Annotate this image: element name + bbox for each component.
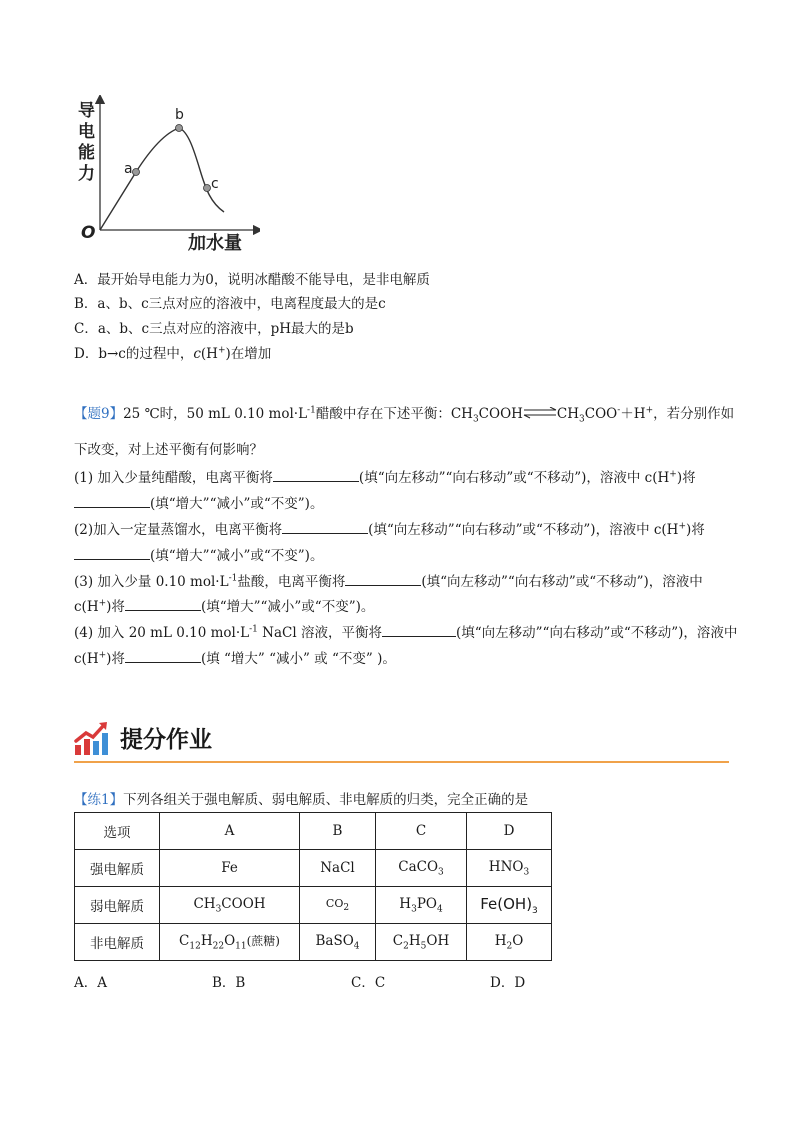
table-cell: NaCl — [300, 850, 376, 887]
table-row — [75, 924, 552, 961]
electrolyte-table — [74, 812, 552, 961]
row-label: 非电解质 — [75, 924, 160, 961]
q9-p1-blank-2[interactable] — [74, 495, 150, 508]
q9-part-4b: c(H+)将 (填 “增大” “减小” 或 “不变” )。 — [74, 650, 396, 667]
table-cell: Fe — [160, 850, 300, 887]
table-cell: $C_2H_5OH$ — [376, 924, 467, 961]
table-cell: $HNO_3$ — [467, 850, 552, 887]
q9-part-2b: (填“增大”“减小”或“不变”)。 — [74, 546, 323, 566]
ex1-option-d[interactable]: D．D — [490, 975, 526, 991]
ex1-tag: 【练1】 — [74, 792, 124, 808]
origin-label: O — [81, 223, 96, 243]
q8-option-a: A．最开始导电能力为0，说明冰醋酸不能导电，是非电解质 — [74, 272, 430, 288]
ex1-option-c[interactable]: C．C — [351, 975, 386, 991]
q9-p4-blank-1[interactable] — [382, 624, 456, 637]
x-axis-label: 加水量 — [188, 233, 242, 254]
table-cell: $CO_2$ — [300, 887, 376, 924]
point-a-marker — [133, 169, 140, 176]
growth-chart-icon — [74, 719, 110, 757]
q9-p3-blank-2[interactable] — [125, 598, 201, 611]
point-a-label: a — [124, 161, 133, 177]
q8-option-c: C．a、b、c三点对应的溶液中，pH最大的是b — [74, 321, 354, 337]
table-header-cell: A — [160, 813, 300, 850]
conductivity-curve — [100, 128, 224, 230]
table-cell: $CH_3COOH$ — [160, 887, 300, 924]
point-b-label: b — [175, 107, 184, 123]
ex1-stem: 【练1】下列各组关于强电解质、弱电解质、非电解质的归类，完全正确的是 — [74, 792, 529, 808]
section-rule — [74, 761, 729, 763]
table-cell: BaSO$_4$ — [300, 924, 376, 961]
y-axis-label: 导电能力 — [78, 101, 95, 184]
ex1-option-b[interactable]: B．B — [212, 975, 246, 991]
q9-p4-blank-2[interactable] — [125, 650, 201, 663]
table-row — [75, 887, 552, 924]
q9-p1-blank-1[interactable] — [273, 469, 359, 482]
point-b-marker — [176, 125, 183, 132]
table-cell: CaCO$_3$ — [376, 850, 467, 887]
q9-part-3b: c(H+)将 (填“增大”“减小”或“不变”)。 — [74, 598, 375, 615]
q9-p3-blank-1[interactable] — [345, 573, 421, 586]
q9-part-1: (1) 加入少量纯醋酸，电离平衡将 (填“向左移动”“向右移动”或“不移动”)，溶液中 c(H+)将 — [74, 469, 696, 486]
q9-part-3: (3) 加入少量 0.10 $mol\cdot L^{-1}$盐酸，电离平衡将 (填“向左移动”“向右移动”或“不移动”)，溶液中 — [74, 573, 703, 590]
table-row — [75, 850, 552, 887]
table-cell: $C_{12}H_{22}O_{11}$(蔗糖) — [160, 924, 300, 961]
q9-part-2: (2)加入一定量蒸馏水，电离平衡将 (填“向左移动”“向右移动”或“不移动”)，溶液中 c(H+)将 — [74, 521, 705, 538]
row-label: 弱电解质 — [75, 887, 160, 924]
conductivity-graph — [70, 95, 260, 255]
q9-tag: 【题9】 — [74, 406, 124, 422]
point-c-label: c — [211, 176, 219, 192]
table-header-cell: 选项 — [75, 813, 160, 850]
row-label: 强电解质 — [75, 850, 160, 887]
q9-p2-blank-1[interactable] — [282, 521, 368, 534]
table-cell: $H_3PO_4$ — [376, 887, 467, 924]
table-header-cell: B — [300, 813, 376, 850]
equilibrium-arrow-icon — [523, 405, 557, 425]
q9-p2-blank-2[interactable] — [74, 547, 150, 560]
q9-line-1: 【题9】25 ℃时，50 mL 0.10 $mol\cdot L^{-1}$醋酸中存在下述平衡：$CH_3COOH$ $CH_3COO^-+H^+$，若分别作如 — [74, 405, 735, 425]
table-row — [75, 813, 552, 850]
table-header-cell: C — [376, 813, 467, 850]
q9-line-2: 下改变，对上述平衡有何影响？ — [74, 442, 263, 458]
q8-option-d: D．b→c的过程中，c(H+)在增加 — [74, 345, 272, 362]
q9-part-1b: (填“增大”“减小”或“不变”)。 — [74, 494, 323, 514]
section-title: 提分作业 — [120, 727, 212, 753]
point-c-marker — [204, 185, 211, 192]
section-heading — [74, 719, 729, 763]
ex1-option-a[interactable]: A．A — [74, 975, 107, 991]
q8-option-b: B．a、b、c三点对应的溶液中，电离程度最大的是c — [74, 296, 386, 312]
table-cell: $H_2O$ — [467, 924, 552, 961]
table-cell: $Fe(OH)_3$ — [467, 887, 552, 924]
q9-part-4: (4) 加入 20 mL 0.10 $mol\cdot L^{-1}$ NaCl 溶液，平衡将 (填“向左移动”“向右移动”或“不移动”)，溶液中 — [74, 624, 738, 641]
table-header-cell: D — [467, 813, 552, 850]
